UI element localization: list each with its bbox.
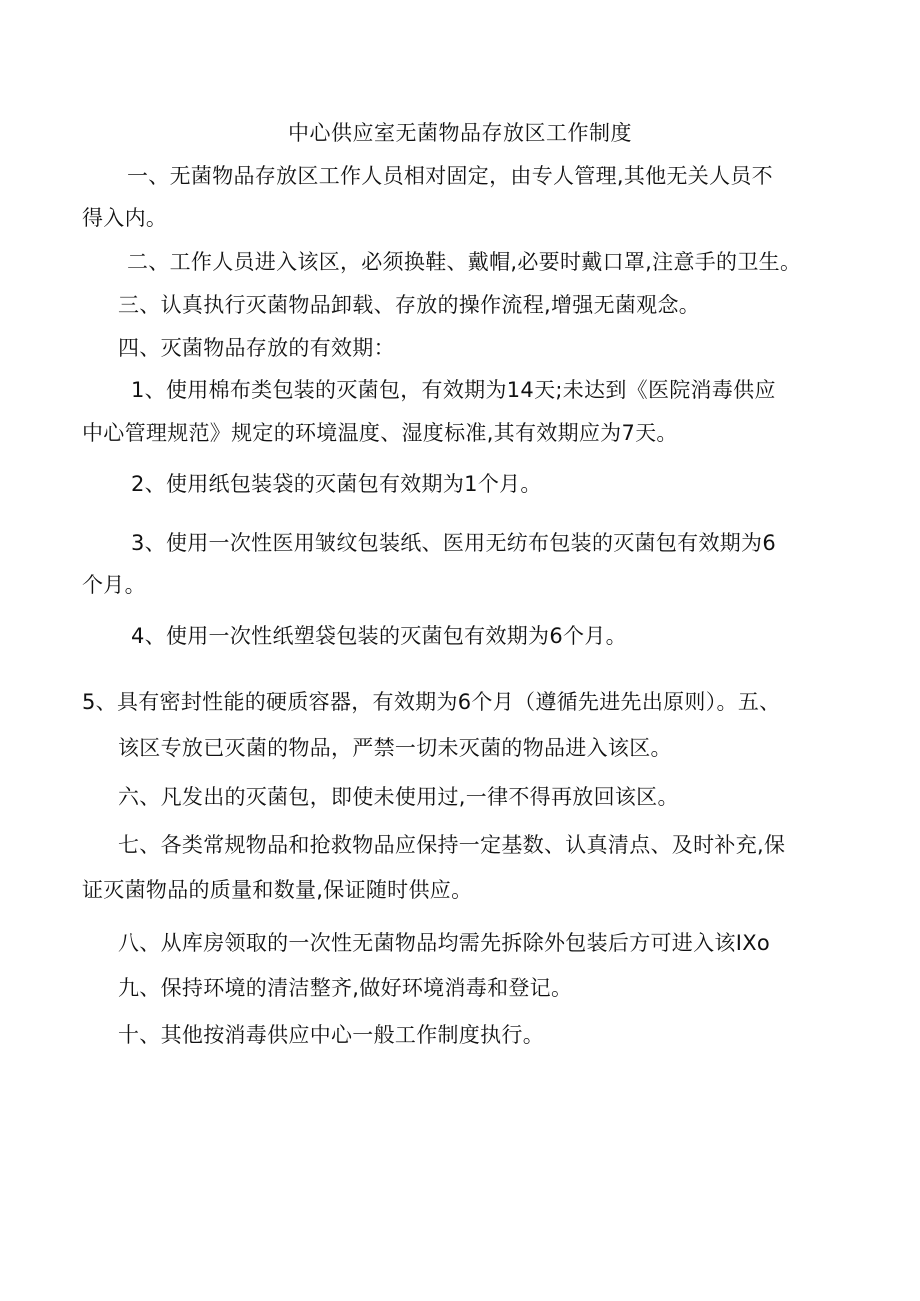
- paragraph-line-7b: 证灭菌物品的质量和数量,保证随时供应。: [82, 878, 473, 902]
- paragraph-line-4-3a: 3、使用一次性医用皱纹包装纸、医用无纺布包装的灭菌包有效期为6: [131, 531, 777, 555]
- paragraph-line-7a: 七、各类常规物品和抢救物品应保持一定基数、认真清点、及时补充,保: [118, 833, 786, 857]
- page-title: 中心供应室无菌物品存放区工作制度: [288, 121, 632, 145]
- paragraph-line-6: 六、凡发出的灭菌包，即使未使用过,一律不得再放回该区。: [118, 785, 679, 809]
- paragraph-line-4-4: 4、使用一次性纸塑袋包装的灭菌包有效期为6个月。: [131, 624, 627, 648]
- paragraph-line-3: 三、认真执行灭菌物品卸载、存放的操作流程,增强无菌观念。: [118, 293, 701, 317]
- paragraph-line-4-1b: 中心管理规范》规定的环境温度、湿度标准,其有效期应为7天。: [82, 421, 678, 445]
- paragraph-line-4-5: 5、具有密封性能的硬质容器，有效期为6个月（遵循先进先出原则）。五、: [82, 690, 781, 714]
- paragraph-line-9: 九、保持环境的清洁整齐,做好环境消毒和登记。: [118, 976, 573, 1000]
- paragraph-line-4-1a: 1、使用棉布类包装的灭菌包，有效期为14天;未达到《医院消毒供应: [131, 378, 776, 402]
- paragraph-line-4-2: 2、使用纸包装袋的灭菌包有效期为1个月。: [131, 472, 542, 496]
- paragraph-line-2: 二、工作人员进入该区，必须换鞋、戴帽,必要时戴口罩,注意手的卫生。: [127, 250, 802, 274]
- paragraph-line-10: 十、其他按消毒供应中心一般工作制度执行。: [118, 1023, 544, 1047]
- paragraph-line-4-3b: 个月。: [82, 573, 146, 597]
- paragraph-line-4: 四、灭菌物品存放的有效期：: [118, 336, 395, 360]
- paragraph-line-1a: 一、无菌物品存放区工作人员相对固定，由专人管理,其他无关人员不: [127, 164, 773, 188]
- paragraph-line-1b: 得入内。: [82, 206, 168, 230]
- paragraph-line-5: 该区专放已灭菌的物品，严禁一切未灭菌的物品进入该区。: [118, 736, 672, 760]
- paragraph-line-8: 八、从库房领取的一次性无菌物品均需先拆除外包装后方可进入该IXo: [118, 931, 771, 955]
